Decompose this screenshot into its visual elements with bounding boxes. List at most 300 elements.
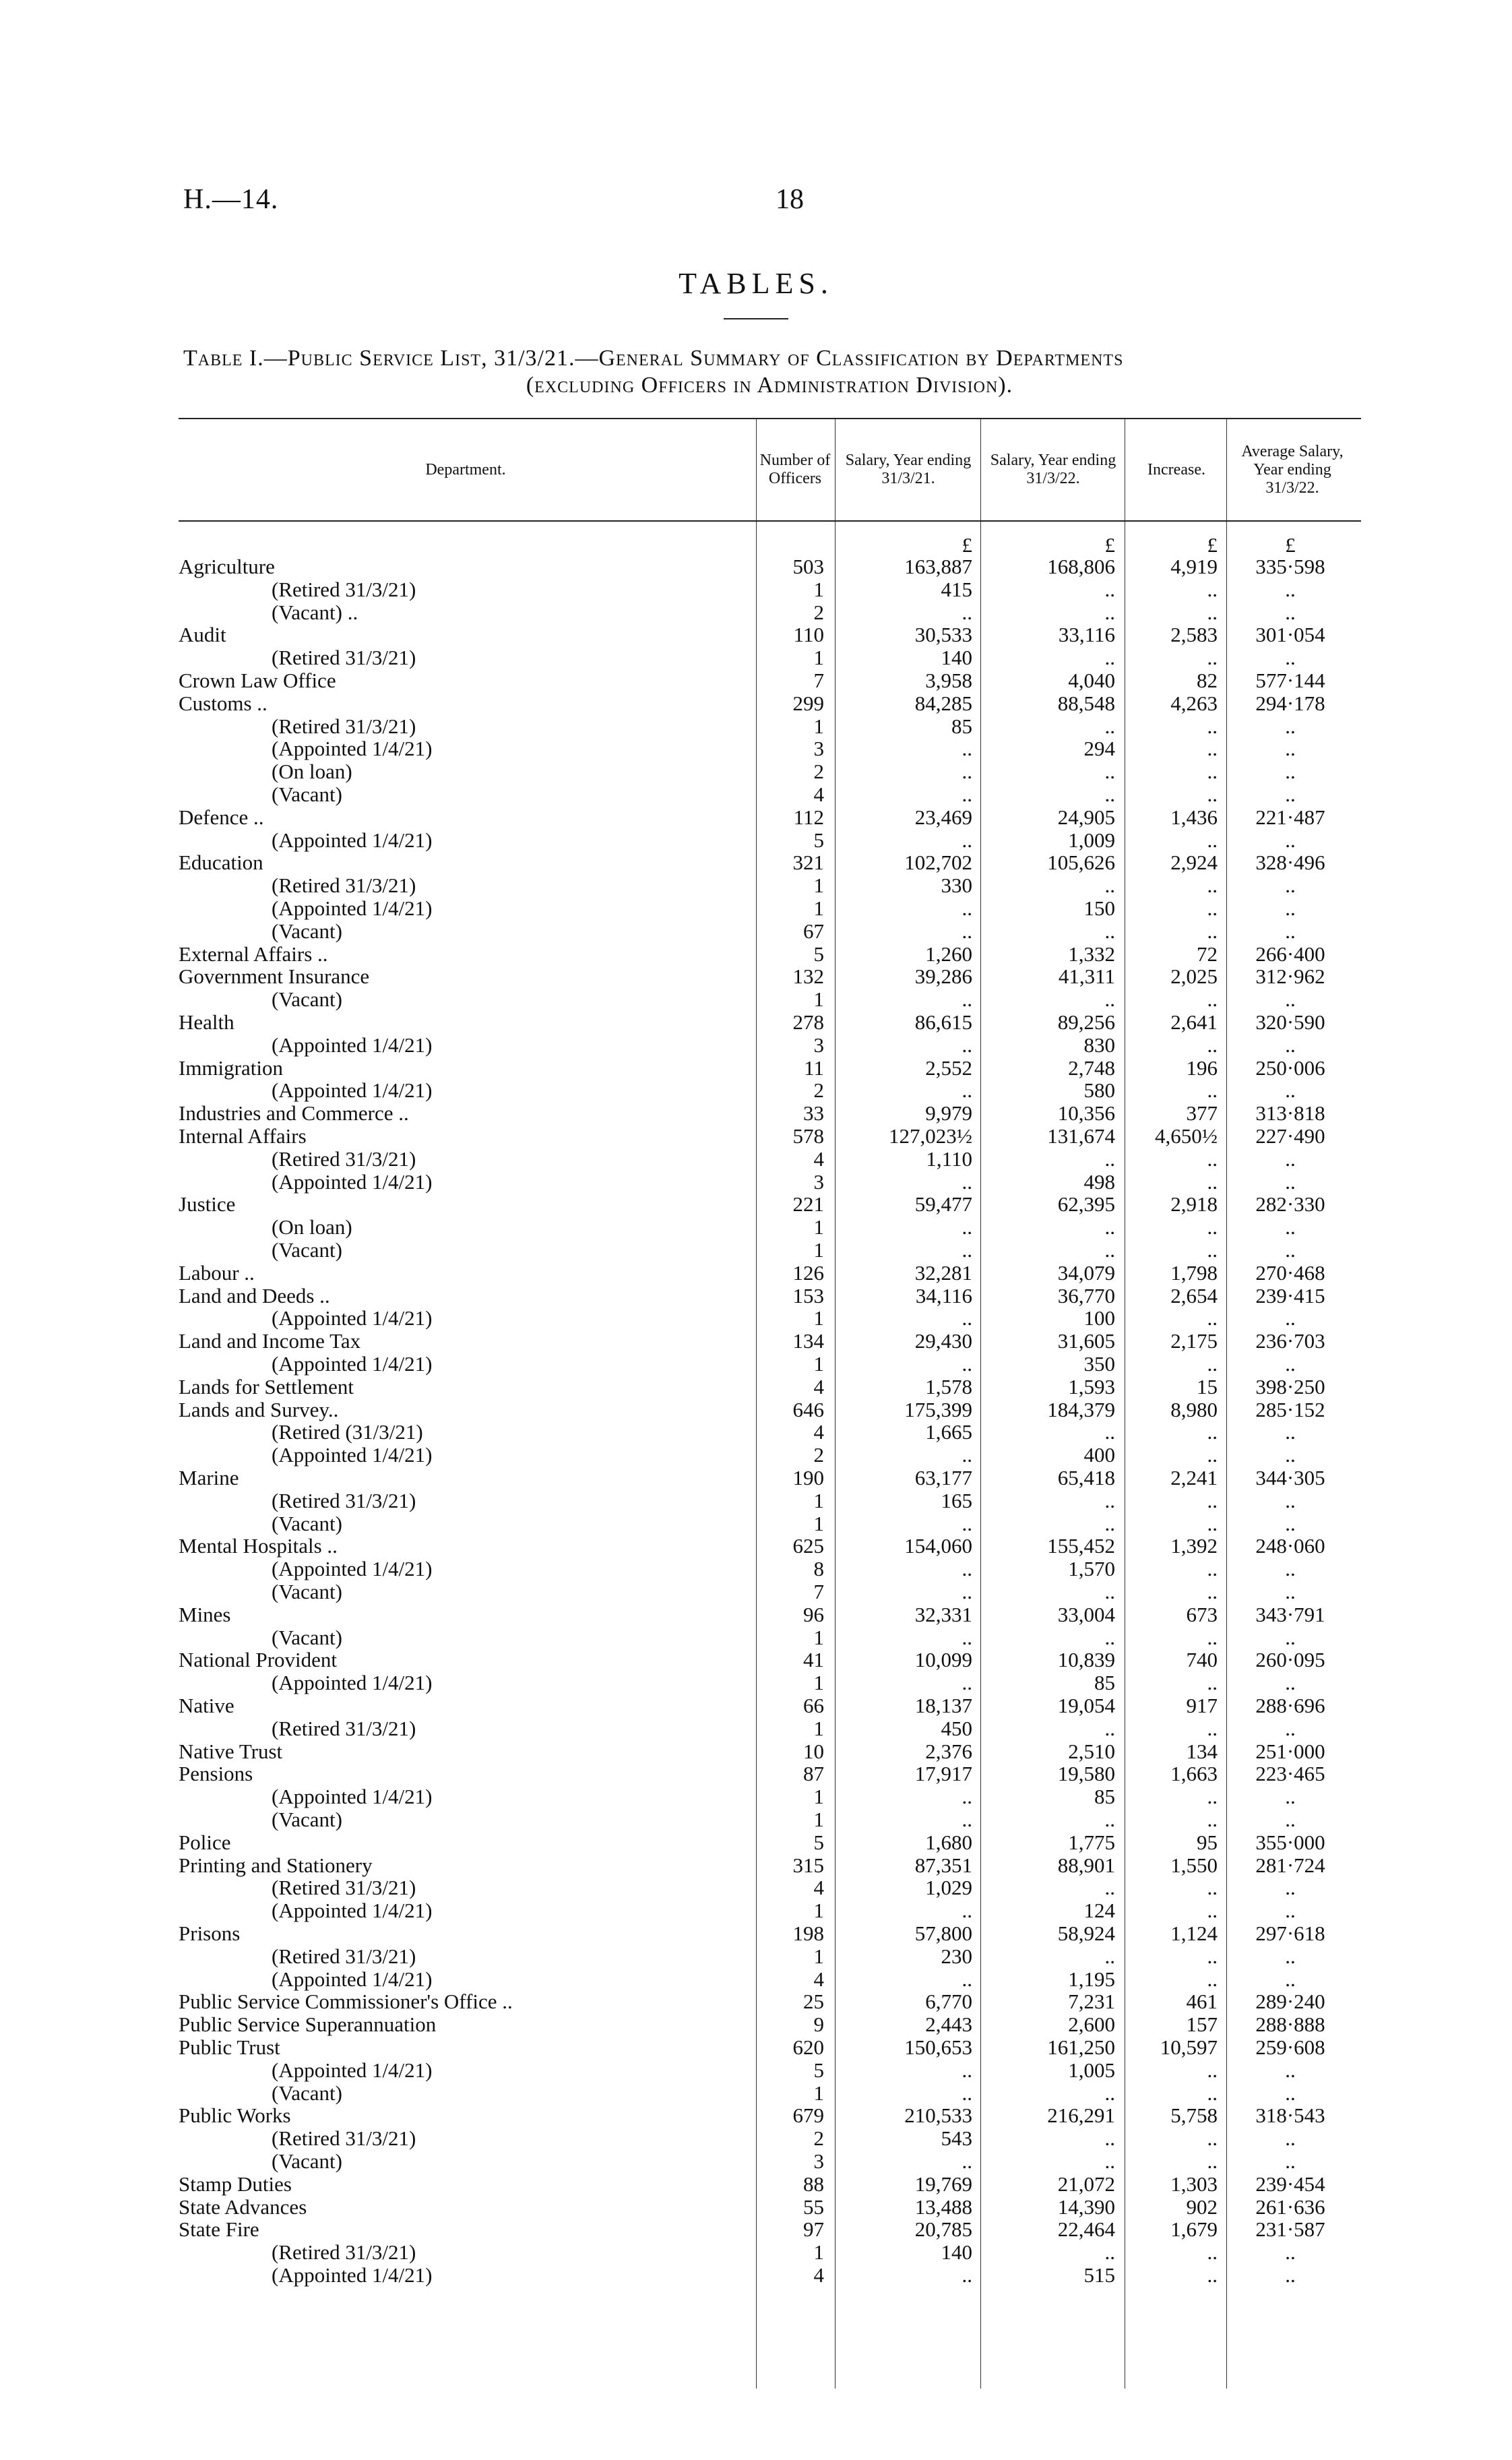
officers-cell: 2	[813, 1443, 824, 1467]
salary-21-cell: ..	[962, 760, 972, 784]
unit-salary-21: £	[962, 533, 972, 557]
salary-21-cell: 2,552	[925, 1055, 972, 1080]
department-cell: (Vacant)	[272, 2149, 342, 2173]
department-cell: (Appointed 1/4/21)	[272, 2058, 433, 2082]
increase-cell: 134	[1186, 1739, 1218, 1763]
department-cell: (Retired 31/3/21)	[272, 577, 416, 601]
salary-21-cell: ..	[962, 896, 972, 920]
salary-21-cell: 1,680	[925, 1830, 972, 1854]
increase-cell: 673	[1186, 1602, 1218, 1626]
salary-21-cell: 17,917	[914, 1762, 972, 1786]
officers-cell: 1	[813, 1625, 824, 1649]
increase-cell: ..	[1207, 919, 1218, 943]
average-cell: 239·415	[1255, 1283, 1325, 1308]
average-cell: ..	[1285, 919, 1296, 943]
increase-cell: 1,303	[1170, 2172, 1218, 2196]
average-cell: 320·590	[1255, 1010, 1325, 1034]
average-cell: 343·791	[1255, 1602, 1325, 1626]
increase-cell: 4,919	[1170, 555, 1218, 578]
officers-cell: 679	[792, 2103, 824, 2128]
salary-21-cell: ..	[962, 1671, 972, 1695]
increase-cell: 2,654	[1170, 1283, 1218, 1308]
table-row	[179, 646, 1361, 669]
salary-21-cell: 1,110	[926, 1146, 972, 1171]
officers-cell: 1	[813, 1488, 824, 1512]
increase-cell: ..	[1207, 2058, 1218, 2082]
average-cell: 270·468	[1255, 1260, 1325, 1285]
department-cell: Education	[179, 851, 263, 875]
increase-cell: ..	[1207, 1967, 1218, 1991]
salary-22-cell: ..	[1104, 987, 1115, 1012]
salary-22-cell: 161,250	[1047, 2035, 1115, 2059]
salary-22-cell: 124	[1083, 1899, 1115, 1923]
increase-cell: 2,175	[1170, 1329, 1218, 1353]
officers-cell: 97	[803, 2217, 824, 2242]
officers-cell: 5	[813, 942, 824, 966]
table-row	[179, 783, 1361, 806]
table-row	[179, 1467, 1361, 1489]
table-row	[179, 988, 1361, 1011]
salary-22-cell: 1,195	[1068, 1967, 1115, 1991]
department-cell: Land and Deeds ..	[179, 1283, 330, 1308]
column-divider	[756, 419, 757, 520]
department-cell: Industries and Commerce ..	[179, 1101, 409, 1126]
table-row	[179, 1398, 1361, 1421]
average-cell: ..	[1285, 1899, 1296, 1923]
average-cell: ..	[1285, 1785, 1296, 1809]
table-row	[179, 1626, 1361, 1649]
increase-cell: 2,924	[1170, 851, 1218, 875]
average-cell: 301·054	[1255, 623, 1325, 647]
department-cell: External Affairs ..	[179, 942, 328, 966]
department-cell: Immigration	[179, 1055, 283, 1080]
average-cell: ..	[1285, 646, 1296, 670]
salary-22-cell: 34,079	[1057, 1260, 1115, 1285]
officers-cell: 190	[792, 1466, 824, 1489]
salary-21-cell: ..	[962, 1625, 972, 1649]
average-cell: 231·587	[1255, 2217, 1325, 2242]
table-row	[179, 965, 1361, 988]
salary-22-cell: ..	[1104, 873, 1115, 898]
increase-cell: ..	[1207, 2263, 1218, 2287]
table-row	[179, 555, 1361, 578]
department-cell: (Appointed 1/4/21)	[272, 737, 433, 761]
header-department: Department.	[425, 460, 506, 479]
salary-22-cell: ..	[1104, 714, 1115, 738]
average-cell: ..	[1285, 2126, 1296, 2151]
units-row	[179, 534, 1361, 557]
salary-21-cell: 19,769	[914, 2172, 972, 2196]
increase-cell: ..	[1207, 714, 1218, 738]
salary-21-cell: 63,177	[914, 1466, 972, 1489]
officers-cell: 5	[813, 2058, 824, 2082]
salary-21-cell: 1,029	[925, 1876, 972, 1900]
salary-22-cell: 88,548	[1057, 691, 1115, 715]
table-row	[179, 1762, 1361, 1785]
average-cell: ..	[1285, 2081, 1296, 2105]
salary-21-cell: 543	[941, 2126, 972, 2151]
salary-22-cell: 10,839	[1057, 1648, 1115, 1672]
average-cell: ..	[1285, 2149, 1296, 2173]
officers-cell: 625	[792, 1534, 824, 1558]
officers-cell: 88	[803, 2172, 824, 2196]
table-row	[179, 2196, 1361, 2219]
officers-cell: 1	[813, 1306, 824, 1330]
department-cell: Labour ..	[179, 1260, 255, 1285]
average-cell: ..	[1285, 1033, 1296, 1057]
salary-21-cell: 150,653	[904, 2035, 972, 2059]
salary-21-cell: ..	[962, 1967, 972, 1991]
department-cell: Police	[179, 1830, 231, 1854]
increase-cell: 4,263	[1170, 691, 1218, 715]
salary-21-cell: 1,260	[925, 942, 972, 966]
table-row	[179, 1831, 1361, 1854]
salary-22-cell: ..	[1104, 2149, 1115, 2173]
table-row	[179, 851, 1361, 874]
average-cell: 250·006	[1255, 1055, 1325, 1080]
salary-21-cell: 20,785	[914, 2217, 972, 2242]
salary-22-cell: ..	[1104, 1511, 1115, 1535]
officers-cell: 5	[813, 828, 824, 852]
salary-21-cell: 10,099	[914, 1648, 972, 1672]
increase-cell: ..	[1207, 600, 1218, 624]
department-cell: (Vacant)	[272, 1580, 342, 1603]
salary-21-cell: ..	[962, 1238, 972, 1262]
average-cell: 288·888	[1255, 2012, 1325, 2037]
increase-cell: 917	[1186, 1694, 1218, 1717]
salary-21-cell: 29,430	[914, 1329, 972, 1353]
officers-cell: 2	[813, 600, 824, 624]
officers-cell: 110	[793, 623, 824, 647]
table-row	[179, 1694, 1361, 1717]
title-rule	[724, 318, 788, 319]
salary-22-cell: 1,593	[1068, 1374, 1115, 1398]
average-cell: ..	[1285, 1716, 1296, 1740]
salary-22-cell: 580	[1083, 1078, 1115, 1103]
salary-21-cell: 127,023½	[889, 1124, 972, 1148]
unit-average: £	[1285, 533, 1296, 557]
increase-cell: ..	[1207, 760, 1218, 784]
officers-cell: 7	[813, 1580, 824, 1603]
table-row	[179, 760, 1361, 783]
salary-21-cell: ..	[962, 2058, 972, 2082]
officers-cell: 7	[813, 669, 824, 692]
increase-cell: 4,650½	[1155, 1124, 1218, 1148]
salary-21-cell: 175,399	[904, 1397, 972, 1421]
average-cell: 297·618	[1255, 1921, 1325, 1945]
officers-cell: 10	[803, 1739, 824, 1763]
increase-cell: 1,679	[1170, 2217, 1218, 2242]
table-row	[179, 2059, 1361, 2082]
department-cell: National Provident	[179, 1648, 338, 1672]
table-row	[179, 578, 1361, 601]
average-cell: 260·095	[1255, 1648, 1325, 1672]
increase-cell: ..	[1207, 873, 1218, 898]
salary-22-cell: ..	[1104, 1625, 1115, 1649]
salary-21-cell: 13,488	[914, 2194, 972, 2219]
officers-cell: 503	[792, 555, 824, 578]
increase-cell: ..	[1207, 737, 1218, 761]
officers-cell: 578	[792, 1124, 824, 1148]
increase-cell: 15	[1197, 1374, 1218, 1398]
average-cell: ..	[1285, 1808, 1296, 1831]
table-row	[179, 1671, 1361, 1694]
officers-cell: 1	[813, 896, 824, 920]
department-cell: Native Trust	[179, 1739, 283, 1763]
average-cell: 259·608	[1255, 2035, 1325, 2059]
salary-22-cell: 24,905	[1057, 805, 1115, 829]
salary-21-cell: 2,443	[925, 2012, 972, 2037]
average-cell: ..	[1285, 2058, 1296, 2082]
department-cell: (Retired 31/3/21)	[272, 1716, 416, 1740]
department-cell: Mental Hospitals ..	[179, 1534, 338, 1558]
salary-22-cell: 41,311	[1058, 964, 1115, 989]
increase-cell: ..	[1207, 2240, 1218, 2265]
table-row	[179, 1353, 1361, 1376]
increase-cell: 2,025	[1170, 964, 1218, 989]
department-cell: (Vacant)	[272, 2081, 342, 2105]
table-row	[179, 2127, 1361, 2150]
table-row	[179, 1057, 1361, 1080]
officers-cell: 1	[813, 1215, 824, 1239]
increase-cell: ..	[1207, 1306, 1218, 1330]
officers-cell: 1	[813, 2081, 824, 2105]
salary-21-cell: 84,285	[914, 691, 972, 715]
summary-table	[179, 418, 1361, 2409]
table-row	[179, 1489, 1361, 1512]
salary-22-cell: 294	[1083, 737, 1115, 761]
column-divider	[1226, 419, 1227, 520]
increase-cell: ..	[1207, 1443, 1218, 1467]
table-row	[179, 669, 1361, 692]
department-cell: Mines	[179, 1602, 231, 1626]
department-cell: Defence ..	[179, 805, 264, 829]
increase-cell: ..	[1207, 1876, 1218, 1900]
table-row	[179, 715, 1361, 738]
increase-cell: ..	[1207, 2126, 1218, 2151]
department-cell: (Vacant)	[272, 1808, 342, 1831]
table-row	[179, 2104, 1361, 2127]
officers-cell: 41	[803, 1648, 824, 1672]
salary-21-cell: ..	[962, 1443, 972, 1467]
salary-21-cell: ..	[962, 1580, 972, 1603]
officers-cell: 3	[813, 1033, 824, 1057]
salary-21-cell: 210,533	[904, 2103, 972, 2128]
increase-cell: 95	[1197, 1830, 1218, 1854]
officers-cell: 11	[804, 1055, 824, 1080]
column-divider	[835, 419, 836, 520]
department-cell: (Retired 31/3/21)	[272, 1876, 416, 1900]
officers-cell: 321	[792, 851, 824, 875]
increase-cell: 461	[1186, 1990, 1218, 2014]
department-cell: (Retired (31/3/21)	[272, 1420, 423, 1444]
table-row	[179, 1079, 1361, 1102]
average-cell: ..	[1285, 1352, 1296, 1376]
increase-cell: 2,241	[1170, 1466, 1218, 1489]
salary-22-cell: 400	[1083, 1443, 1115, 1467]
salary-22-cell: ..	[1104, 1420, 1115, 1444]
table-row	[179, 1262, 1361, 1285]
salary-21-cell: 140	[941, 2240, 972, 2265]
officers-cell: 3	[813, 1169, 824, 1194]
officers-cell: 25	[803, 1990, 824, 2014]
increase-cell: ..	[1207, 896, 1218, 920]
table-row	[179, 874, 1361, 897]
department-cell: (Retired 31/3/21)	[272, 1944, 416, 1968]
average-cell: 239·454	[1255, 2172, 1325, 2196]
department-cell: (Vacant)	[272, 782, 342, 806]
salary-21-cell: ..	[962, 1078, 972, 1103]
salary-22-cell: 1,775	[1068, 1830, 1115, 1854]
department-cell: (Appointed 1/4/21)	[272, 1033, 433, 1057]
average-cell: ..	[1285, 1215, 1296, 1239]
salary-21-cell: ..	[962, 1169, 972, 1194]
table-row	[179, 2218, 1361, 2241]
salary-22-cell: 85	[1094, 1785, 1115, 1809]
salary-21-cell: ..	[962, 1352, 972, 1376]
salary-21-cell: ..	[962, 2149, 972, 2173]
department-cell: (Retired 31/3/21)	[272, 873, 416, 898]
officers-cell: 3	[813, 737, 824, 761]
salary-22-cell: ..	[1104, 2240, 1115, 2265]
department-cell: (Retired 31/3/21)	[272, 2126, 416, 2151]
department-cell: Agriculture	[179, 555, 275, 578]
table-row	[179, 1148, 1361, 1171]
average-cell: 313·818	[1255, 1101, 1325, 1126]
salary-22-cell: 830	[1083, 1033, 1115, 1057]
officers-cell: 4	[813, 1374, 824, 1398]
salary-22-cell: ..	[1104, 1488, 1115, 1512]
department-cell: Audit	[179, 623, 226, 647]
department-cell: Land and Income Tax	[179, 1329, 361, 1353]
officers-cell: 1	[813, 714, 824, 738]
table-row	[179, 943, 1361, 966]
department-cell: Prisons	[179, 1921, 241, 1945]
salary-22-cell: ..	[1104, 646, 1115, 670]
salary-21-cell: 330	[941, 873, 972, 898]
average-cell: ..	[1285, 1078, 1296, 1103]
officers-cell: 1	[813, 1671, 824, 1695]
salary-22-cell: ..	[1104, 1215, 1115, 1239]
average-cell: 577·144	[1255, 669, 1325, 692]
table-row	[179, 1968, 1361, 1991]
department-cell: Public Service Commissioner's Office ..	[179, 1990, 513, 2014]
table-row	[179, 1330, 1361, 1353]
increase-cell: 1,124	[1170, 1921, 1218, 1945]
average-cell: ..	[1285, 1443, 1296, 1467]
average-cell: ..	[1285, 714, 1296, 738]
officers-cell: 66	[803, 1694, 824, 1717]
salary-21-cell: 32,281	[914, 1260, 972, 1285]
department-cell: Public Works	[179, 2103, 291, 2128]
salary-22-cell: ..	[1104, 782, 1115, 806]
average-cell: 289·240	[1255, 1990, 1325, 2014]
department-cell: (On loan)	[272, 1215, 352, 1239]
header-salary-22: Salary, Year ending 31/3/22.	[990, 452, 1116, 487]
officers-cell: 1	[813, 1808, 824, 1831]
table-row	[179, 1558, 1361, 1580]
increase-cell: ..	[1207, 1557, 1218, 1581]
salary-21-cell: ..	[962, 1557, 972, 1581]
table-row	[179, 1603, 1361, 1626]
table-row	[179, 2013, 1361, 2036]
average-cell: ..	[1285, 2240, 1296, 2265]
average-cell: ..	[1285, 896, 1296, 920]
average-cell: 248·060	[1255, 1534, 1325, 1558]
department-cell: (Appointed 1/4/21)	[272, 1352, 433, 1376]
header-salary-21: Salary, Year ending 31/3/21.	[845, 452, 972, 487]
increase-cell: ..	[1207, 1169, 1218, 1194]
table-row	[179, 1990, 1361, 2013]
salary-21-cell: 102,702	[904, 851, 972, 875]
salary-21-cell: 1,578	[925, 1374, 972, 1398]
table-row	[179, 1740, 1361, 1763]
average-cell: 294·178	[1255, 691, 1325, 715]
table-row	[179, 2173, 1361, 2196]
table-row	[179, 1899, 1361, 1922]
unit-salary-22: £	[1104, 533, 1115, 557]
department-cell: (Appointed 1/4/21)	[272, 1671, 433, 1695]
table-row	[179, 1580, 1361, 1603]
increase-cell: ..	[1207, 1352, 1218, 1376]
increase-cell: ..	[1207, 2081, 1218, 2105]
average-cell: 282·330	[1255, 1192, 1325, 1217]
department-cell: Public Trust	[179, 2035, 280, 2059]
increase-cell: 902	[1186, 2194, 1218, 2219]
salary-21-cell: ..	[962, 737, 972, 761]
salary-22-cell: 155,452	[1047, 1534, 1115, 1558]
officers-cell: 278	[792, 1010, 824, 1034]
department-cell: Internal Affairs	[179, 1124, 307, 1148]
officers-cell: 2	[813, 1078, 824, 1103]
increase-cell: ..	[1207, 577, 1218, 601]
officers-cell: 1	[813, 1944, 824, 1968]
average-cell: ..	[1285, 1944, 1296, 1968]
salary-22-cell: 1,009	[1068, 828, 1115, 852]
salary-21-cell: 34,116	[915, 1283, 972, 1308]
table-caption-line1: Table I.—Public Service List, 31/3/21.—General Summary of Classification by Departments	[183, 346, 1124, 371]
table-row	[179, 601, 1361, 624]
department-cell: (Appointed 1/4/21)	[272, 896, 433, 920]
salary-22-cell: ..	[1104, 1146, 1115, 1171]
department-cell: (Appointed 1/4/21)	[272, 1078, 433, 1103]
increase-cell: ..	[1207, 1488, 1218, 1512]
salary-22-cell: 58,924	[1057, 1921, 1115, 1945]
salary-21-cell: ..	[962, 1306, 972, 1330]
officers-cell: 67	[803, 919, 824, 943]
salary-22-cell: 150	[1083, 896, 1115, 920]
increase-cell: 5,758	[1170, 2103, 1218, 2128]
officers-cell: 221	[792, 1192, 824, 1217]
officers-cell: 1	[813, 1352, 824, 1376]
officers-cell: 153	[792, 1283, 824, 1308]
department-cell: (Vacant)	[272, 919, 342, 943]
officers-cell: 4	[813, 1146, 824, 1171]
officers-cell: 1	[813, 2240, 824, 2265]
department-cell: (Appointed 1/4/21)	[272, 1306, 433, 1330]
page-number: 18	[776, 184, 804, 215]
table-row	[179, 2264, 1361, 2287]
department-cell: (Appointed 1/4/21)	[272, 1169, 433, 1194]
table-caption-line2: (excluding Officers in Administration Division).	[526, 373, 1013, 398]
header-officers: Number of Officers	[759, 452, 831, 487]
salary-22-cell: 4,040	[1068, 669, 1115, 692]
average-cell: ..	[1285, 1625, 1296, 1649]
increase-cell: 740	[1186, 1648, 1218, 1672]
salary-22-cell: 216,291	[1047, 2103, 1115, 2128]
salary-22-cell: 36,770	[1057, 1283, 1115, 1308]
average-cell: ..	[1285, 1169, 1296, 1194]
